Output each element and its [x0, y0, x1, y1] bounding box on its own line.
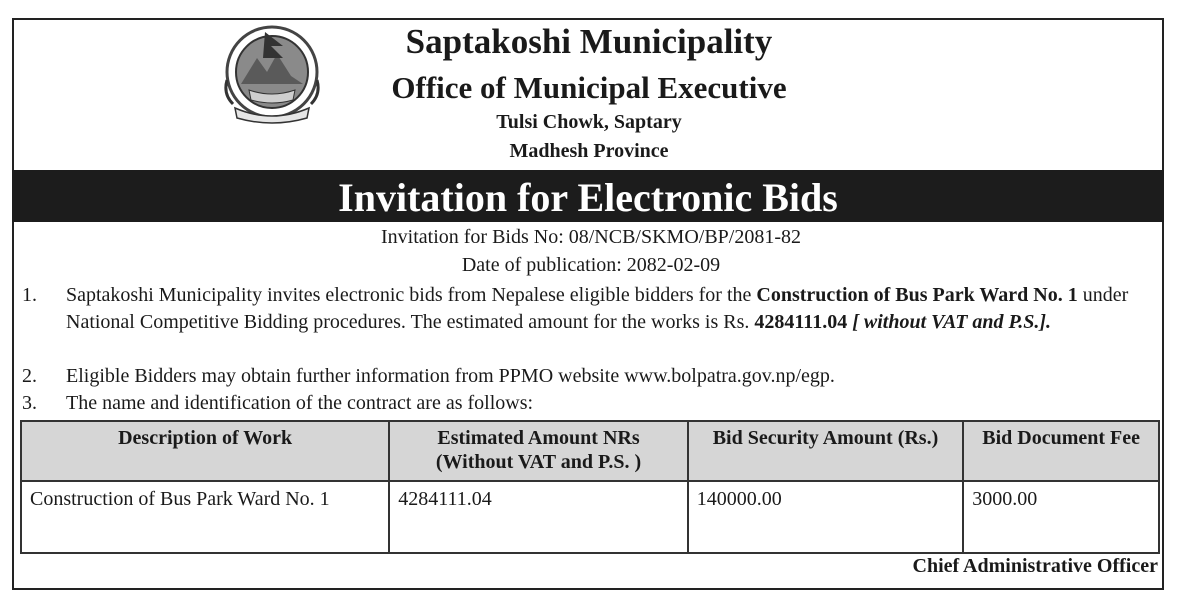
item-text: Saptakoshi Municipality invites electronic bids from Nepalese eligible bidders for the Construction of Bus Park Ward No. 1 under National Competitive Bidding procedures. The estimated amount for the works is Rs. 4284111.04 [ without VAT and P.S.].: [66, 284, 1129, 333]
header-bid-security: Bid Security Amount (Rs.): [688, 421, 964, 481]
cell-estimated-amount: 4284111.04: [389, 481, 687, 553]
header-bid-document-fee: Bid Document Fee: [963, 421, 1159, 481]
publication-date: Date of publication: 2082-02-09: [461, 254, 721, 276]
item-number: 2.: [22, 365, 37, 387]
signoff: Chief Administrative Officer: [912, 555, 1158, 577]
list-item: [22, 390, 1162, 417]
list-item: [22, 282, 1162, 336]
contract-table: [20, 420, 1160, 554]
table-row: [21, 481, 1159, 553]
notice-title: Invitation for Electronic Bids: [338, 175, 838, 220]
address-line-1: Tulsi Chowk, Saptary: [496, 111, 682, 133]
organization-name: Saptakoshi Municipality: [405, 22, 773, 61]
item-number: 1.: [22, 284, 37, 306]
item-number: 3.: [22, 392, 37, 414]
notice-title-band: [12, 170, 1164, 222]
header-description: Description of Work: [21, 421, 389, 481]
item-text: The name and identification of the contract are as follows:: [66, 392, 534, 414]
bid-number: Invitation for Bids No: 08/NCB/SKMO/BP/2081-82: [380, 226, 802, 248]
office-name: Office of Municipal Executive: [391, 70, 787, 105]
header-estimated-amount: Estimated Amount NRs (Without VAT and P.S. ): [389, 421, 687, 481]
list-item: [22, 363, 1162, 390]
item-text: Eligible Bidders may obtain further information from PPMO website www.bolpatra.gov.np/egp.: [66, 365, 835, 387]
cell-bid-security: 140000.00: [688, 481, 964, 553]
table-header-row: [21, 421, 1159, 481]
address-line-2: Madhesh Province: [509, 140, 669, 162]
cell-bid-document-fee: 3000.00: [963, 481, 1159, 553]
cell-description: Construction of Bus Park Ward No. 1: [21, 481, 389, 553]
